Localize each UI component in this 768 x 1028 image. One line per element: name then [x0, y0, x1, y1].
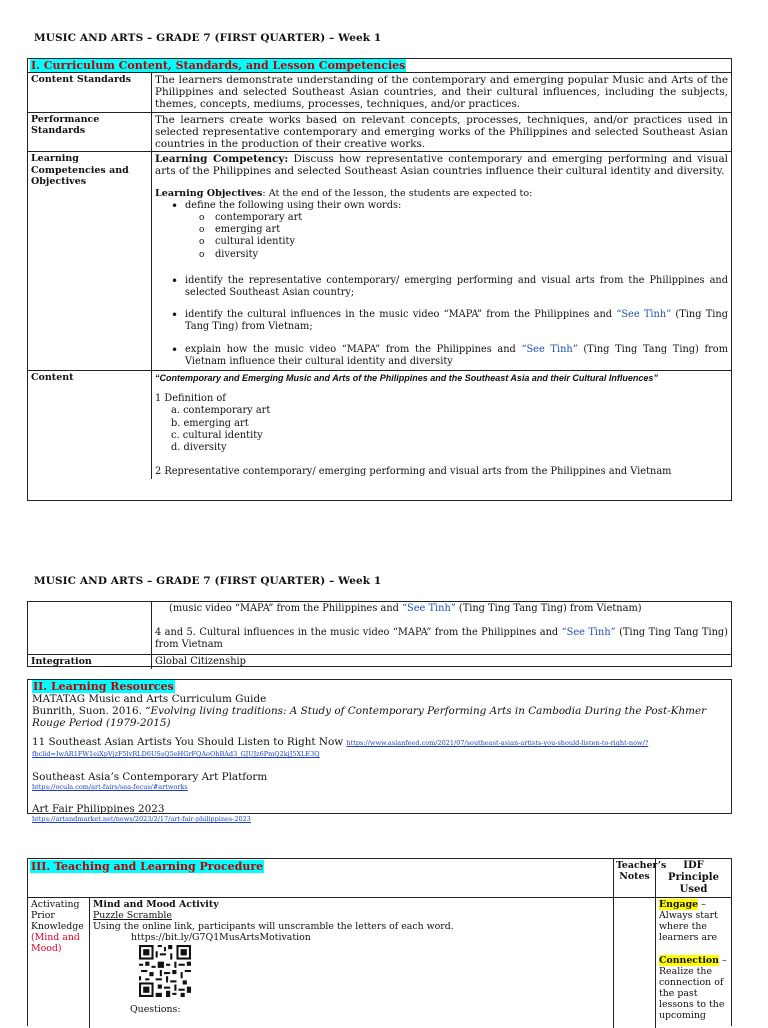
learning-resources-box: [27, 679, 732, 823]
content-item: 1 Definition of: [155, 393, 226, 405]
row-label: Learning Competencies and Objectives: [28, 152, 152, 370]
content-subitem: b. emerging art: [171, 417, 249, 429]
page-title: MUSIC AND ARTS – GRADE 7 (FIRST QUARTER) – Week 1: [34, 575, 382, 587]
res3-link[interactable]: https://www.asianfeed.com/2021/07/southeast-asian-artists-you-should-listen-to-right-now/?fbclid=IwAR1FW1eiXpVjzF5lvRLD6USsQ5eHGrFQAoOhBAd3_GJUJz6PmQ2kjJ5XLE3Q: [32, 739, 649, 758]
row-label: Content Standards: [28, 73, 152, 112]
section3-heading-text: III. Teaching and Learning Procedure: [31, 860, 264, 873]
activity-text: Using the online link, participants will unscramble the letters of each word.: [93, 921, 454, 932]
lo-head: Learning Objectives: [155, 187, 263, 199]
obj4-a: explain how the music video “MAPA” from the Philippines and: [185, 343, 522, 355]
section1-heading-text: I. Curriculum Content, Standards, and Lesson Competencies: [31, 59, 406, 72]
content-subitem: a. contemporary art: [171, 405, 271, 417]
obj3-a: identify the cultural influences in the music video “MAPA” from the Philippines and: [185, 309, 617, 321]
performance-standards-row: [28, 112, 731, 152]
content-title: “Contemporary and Emerging Music and Arts of the Philippines and the Southeast Asia and their Cultural Influences”: [155, 373, 658, 384]
stage-sub: (Mind and Mood): [31, 932, 80, 954]
row-value: The learners create works based on relevant concepts, processes, techniques, and/or practices used in selected representative contemporary and emerging works of the Philippines and selected Southeast Asian countries in the production of their creative works.: [155, 113, 728, 151]
competencies-row: [28, 151, 731, 370]
content-row: [28, 370, 731, 479]
col-idf-principle: IDF Principle Used: [668, 860, 719, 895]
section-heading: [32, 680, 727, 693]
res2-a: Bunrith, Suon. 2016.: [32, 705, 146, 717]
procedure-table: [27, 858, 732, 1026]
row-label: Performance Standards: [28, 113, 152, 152]
resource-item: Southeast Asia’s Contemporary Art Platform: [32, 771, 268, 783]
content-continued-row: [28, 602, 731, 654]
res4-link[interactable]: https://ocula.com/art-fairs/sea-focus/#artworks: [32, 783, 188, 791]
activity-title: Mind and Mood Activity: [93, 899, 219, 910]
procedure-header-row: [28, 859, 731, 898]
connection-label: Connection: [659, 955, 719, 966]
activity-cell: [90, 898, 614, 1028]
teachers-notes-cell: [614, 898, 656, 1028]
content-standards-row: [28, 72, 731, 112]
resource-item: MATATAG Music and Arts Curriculum Guide: [32, 693, 267, 705]
section-heading: [28, 859, 614, 897]
curriculum-table: [27, 58, 732, 501]
procedure-row: [28, 898, 731, 1028]
res5-link[interactable]: https://artandmarket.net/news/2023/2/17/art-fair-philippines-2023: [32, 815, 251, 823]
cont-a: (music video “MAPA” from the Philippines and: [169, 603, 403, 614]
section-heading: [28, 59, 731, 72]
learning-competency: [155, 153, 728, 177]
content-continued-value: [152, 602, 731, 654]
content-item: 2 Representative contemporary/ emerging performing and visual arts from the Philippines and Vietnam: [155, 466, 672, 478]
term-item: o diversity: [215, 249, 728, 261]
objective-item: [185, 309, 728, 333]
term-item: o emerging art: [215, 224, 728, 236]
stage-cell: [28, 898, 90, 1028]
lc-text: Discuss how representative contemporary and emerging performing and visual arts of the Philippines and selected Southeast Asian countries influence their cultural identity and diversity.: [155, 153, 728, 178]
stage-name: Activating Prior Knowledge: [31, 899, 84, 932]
connection-text: – Realize the connection of the past lessons to the upcoming: [659, 955, 727, 1021]
item45-c: (Ting Ting Tang Ting) from Vietnam: [155, 627, 728, 651]
obj3-b: “See Tình”: [616, 309, 672, 321]
resource-item: [32, 737, 727, 759]
continued-line: [155, 603, 728, 615]
idf-connection: [659, 955, 728, 1021]
engage-text: – Always start where the learners are: [659, 899, 718, 943]
content-subitem: c. cultural identity: [171, 429, 263, 441]
objective-item: [185, 344, 728, 368]
lc-head: Learning Competency:: [155, 153, 289, 166]
col-teachers-notes: Teacher’s Notes: [614, 859, 656, 897]
resource-item: [32, 705, 727, 729]
idf-cell: [656, 898, 731, 1028]
row-label: Content: [28, 371, 152, 479]
obj3-c: (Ting Ting Tang Ting) from Vietnam;: [185, 309, 728, 333]
obj4-c: (Ting Ting Tang Ting) from Vietnam influence their cultural identity and diversity: [185, 343, 728, 367]
item45-a: 4 and 5. Cultural influences in the music video “MAPA” from the Philippines and: [155, 627, 562, 639]
empty-label: [28, 602, 152, 654]
activity-subtitle: Puzzle Scramble: [93, 910, 172, 921]
cont-b: “See Tình”: [402, 603, 456, 614]
content-continued-table: [27, 601, 732, 667]
obj1-text: define the following using their own words:: [185, 199, 402, 211]
questions-label: Questions:: [130, 1004, 181, 1015]
obj4-b: “See Tình”: [521, 343, 578, 355]
item45-b: “See Tình”: [561, 627, 616, 639]
resource-item: Art Fair Philippines 2023: [32, 803, 165, 815]
engage-label: Engage: [659, 899, 699, 910]
objective-item: • identify the representative contemporary/ emerging performing and visual arts from the Philippines and selected Southeast Asian country;: [185, 275, 728, 299]
section2-heading-text: II. Learning Resources: [33, 680, 174, 693]
idf-engage: [659, 899, 728, 943]
integration-row: [28, 654, 731, 669]
content-subitem: d. diversity: [171, 442, 227, 454]
lo-text: : At the end of the lesson, the students are expected to:: [262, 187, 533, 199]
competencies-value: [152, 152, 731, 370]
qr-code-image: [133, 945, 197, 997]
term-item: o contemporary art: [215, 212, 728, 224]
objective-item: [185, 200, 728, 261]
content-value: [152, 371, 731, 479]
row-value: The learners demonstrate understanding of the contemporary and emerging popular Music and Arts of the Philippines and selected Southeast Asian countries, and their cultural influences, including the subjects, themes, concepts, mediums, processes, techniques, and/or practices.: [155, 74, 728, 111]
row-value: Global Citizenship: [155, 656, 246, 667]
res2-b: “Evolving living traditions: A Study of Contemporary Performing Arts in Cambodia During the Post-Khmer Rouge Period (1979-2015): [32, 705, 707, 729]
term-item: o cultural identity: [215, 236, 728, 248]
res3-text: 11 Southeast Asian Artists You Should Listen to Right Now: [32, 736, 347, 748]
activity-link[interactable]: https://bit.ly/G7Q1MusArtsMotivation: [131, 932, 311, 943]
item45: [155, 627, 728, 651]
row-label: Integration: [28, 655, 152, 669]
cont-c: (Ting Ting Tang Ting) from Vietnam): [455, 603, 642, 614]
learning-objectives: [155, 188, 728, 200]
page-title: MUSIC AND ARTS – GRADE 7 (FIRST QUARTER) – Week 1: [34, 32, 382, 44]
